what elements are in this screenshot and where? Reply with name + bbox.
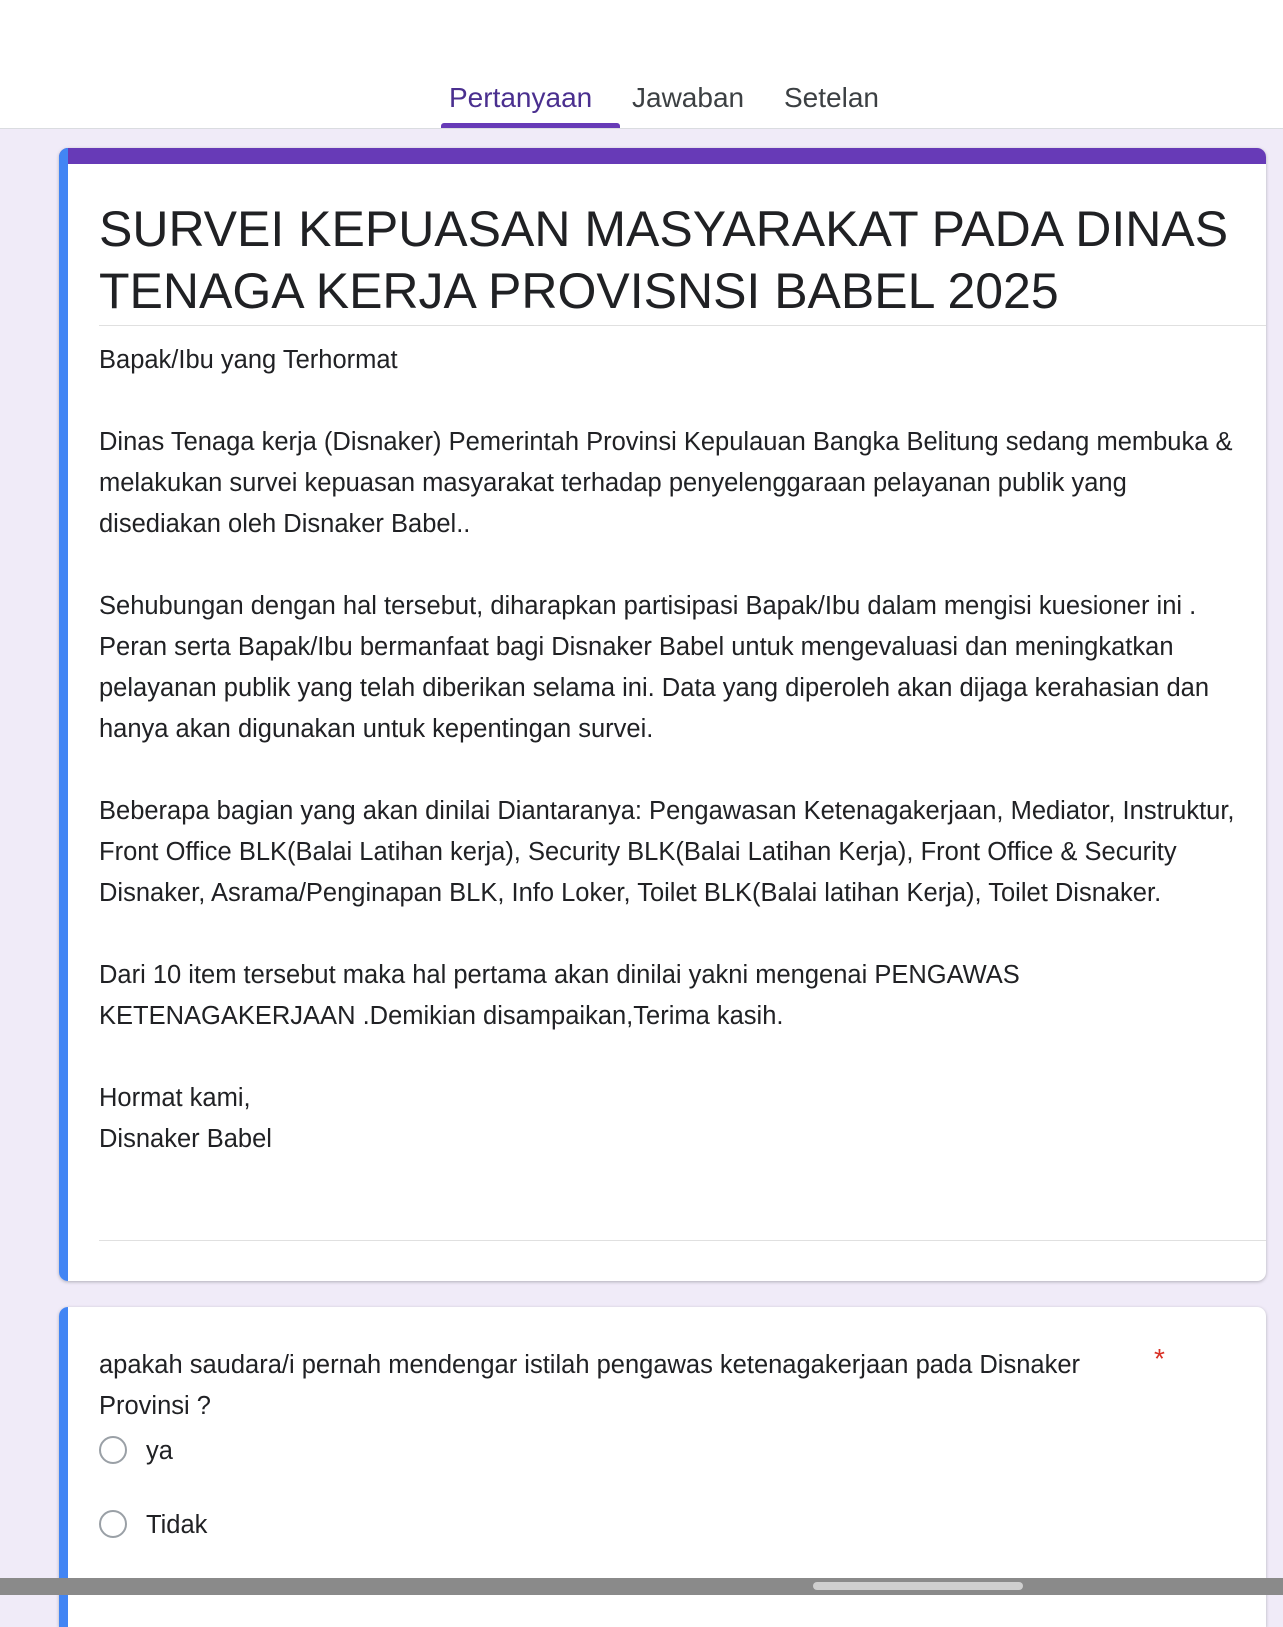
option-label: Tidak [146, 1511, 208, 1539]
selected-card-indicator [59, 148, 68, 1281]
description-underline [99, 1240, 1266, 1241]
top-bar [0, 0, 1283, 129]
form-header-card[interactable] [59, 148, 1266, 1281]
option-label: ya [146, 1437, 173, 1465]
radio-icon[interactable] [99, 1436, 127, 1464]
title-underline [99, 325, 1266, 326]
window-bottom-edge [0, 1578, 1283, 1595]
required-asterisk: * [1154, 1343, 1165, 1374]
question-title: apakah saudara/i pernah mendengar istilah pengawas ketenagakerjaan pada Disnaker Provinsi ? [99, 1351, 1081, 1420]
tab-setelan[interactable]: Setelan [784, 82, 879, 113]
active-tab-indicator [441, 123, 620, 128]
form-title[interactable]: SURVEI KEPUASAN MASYARAKAT PADA DINAS TENAGA KERJA PROVISNSI BABEL 2025 [99, 201, 1229, 319]
tab-jawaban[interactable]: Jawaban [632, 82, 745, 113]
radio-icon[interactable] [99, 1510, 127, 1538]
tab-pertanyaan[interactable]: Pertanyaan [449, 82, 593, 113]
form-description[interactable]: Bapak/Ibu yang Terhormat Dinas Tenaga kerja (Disnaker) Pemerintah Provinsi Kepulauan Bangka Belitung sedang membuka & melakukan survei kepuasan masyarakat terhadap penyelenggaraan pelayanan publik yang disediakan oleh Disnaker Babel.. Sehubungan dengan hal tersebut, diharapkan partisipasi Bapak/Ibu dalam mengisi kuesioner ini . Peran serta Bapak/Ibu bermanfaat bagi Disnaker Babel untuk mengevaluasi dan meningkatkan pelayanan publik yang telah diberikan selama ini. Data yang diperoleh akan dijaga kerahasian dan hanya akan digunakan untuk kepentingan survei. Beberapa bagian yang akan dinilai Diantaranya: Pengawasan Ketenagakerjaan, Mediator, Instruktur, Front Office BLK(Balai Latihan kerja), Security BLK(Balai Latihan Kerja), Front Office & Security Disnaker, Asrama/Penginapan BLK, Info Loker, Toilet BLK(Balai latihan Kerja), Toilet Disnaker. Dari 10 item tersebut maka hal pertama akan dinilai yakni mengenai PENGAWAS KETENAGAKERJAAN .Demikian disampaikan,Terima kasih. Hormat kami, Disnaker Babel [99, 346, 1235, 1153]
theme-stripe [59, 148, 1266, 164]
horizontal-scrollbar[interactable] [813, 1582, 1023, 1590]
